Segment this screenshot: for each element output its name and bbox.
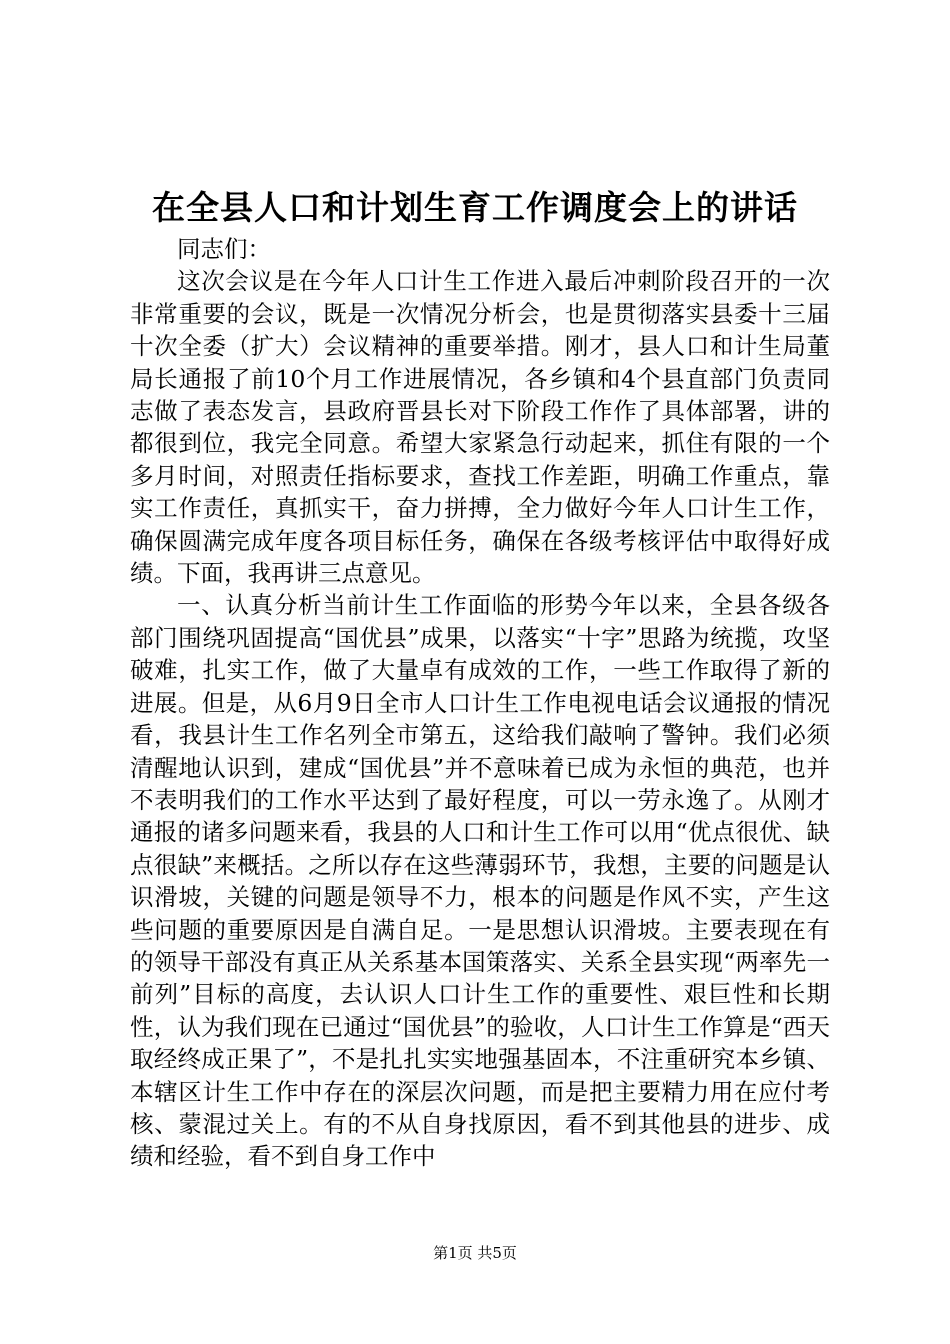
salutation-paragraph: 同志们： — [177, 235, 271, 263]
document-title: 在全县人口和计划生育工作调度会上的讲话 — [152, 188, 798, 227]
body-paragraph: 这次会议是在今年人口计生工作进入最后冲刺阶段召开的一次非常重要的会议，既是一次情况分析会，也是贯彻落实县委十三届十次全委（扩大）会议精神的重要举措。刚才，县人口和计生局董局长通报了前10个月工作进展情况，各乡镇和4个县直部门负责同志做了表态发言，县政府晋县长对下阶段工作作了具体部署，讲的都很到位，我完全同意。希望大家紧急行动起来，抓住有限的一个多月时间，对照责任指标要求，查找工作差距，明确工作重点，靠实工作责任，真抓实干，奋力拼搏，全力做好今年人口计生工作，确保圆满完成年度各项目标任务，确保在各级考核评估中取得好成绩。下面，我再讲三点意见。 — [130, 267, 830, 588]
body-paragraph: 一、认真分析当前计生工作面临的形势今年以来，全县各级各部门围绕巩固提高“国优县”成果，以落实“十字”思路为统揽，攻坚破难，扎实工作，做了大量卓有成效的工作，一些工作取得了新的进展。但是，从6月9日全市人口计生工作电视电话会议通报的情况看，我县计生工作名列全市第五，这给我们敲响了警钟。我们必须清醒地认识到，建成“国优县”并不意味着已成为永恒的典范，也并不表明我们的工作水平达到了最好程度，可以一劳永逸了。从刚才通报的诸多问题来看，我县的人口和计生工作可以用“优点很优、缺点很缺”来概括。之所以存在这些薄弱环节，我想，主要的问题是认识滑坡，关键的问题是领导不力，根本的问题是作风不实，产生这些问题的重要原因是自满自足。一是思想认识滑坡。主要表现在有的领导干部没有真正从关系基本国策落实、关系全县实现“两率先一前列”目标的高度，去认识人口计生工作的重要性、艰巨性和长期性，认为我们现在已通过“国优县”的验收，人口计生工作算是“西天取经终成正果了”，不是扎扎实实地强基固本，不注重研究本乡镇、本辖区计生工作中存在的深层次问题，而是把主要精力用在应付考核、蒙混过关上。有的不从自身找原因，看不到其他县的进步、成绩和经验，看不到自身工作中 — [130, 591, 830, 1171]
document-body — [130, 233, 830, 1173]
page-number-footer: 第1页 共5页 — [433, 1244, 517, 1262]
